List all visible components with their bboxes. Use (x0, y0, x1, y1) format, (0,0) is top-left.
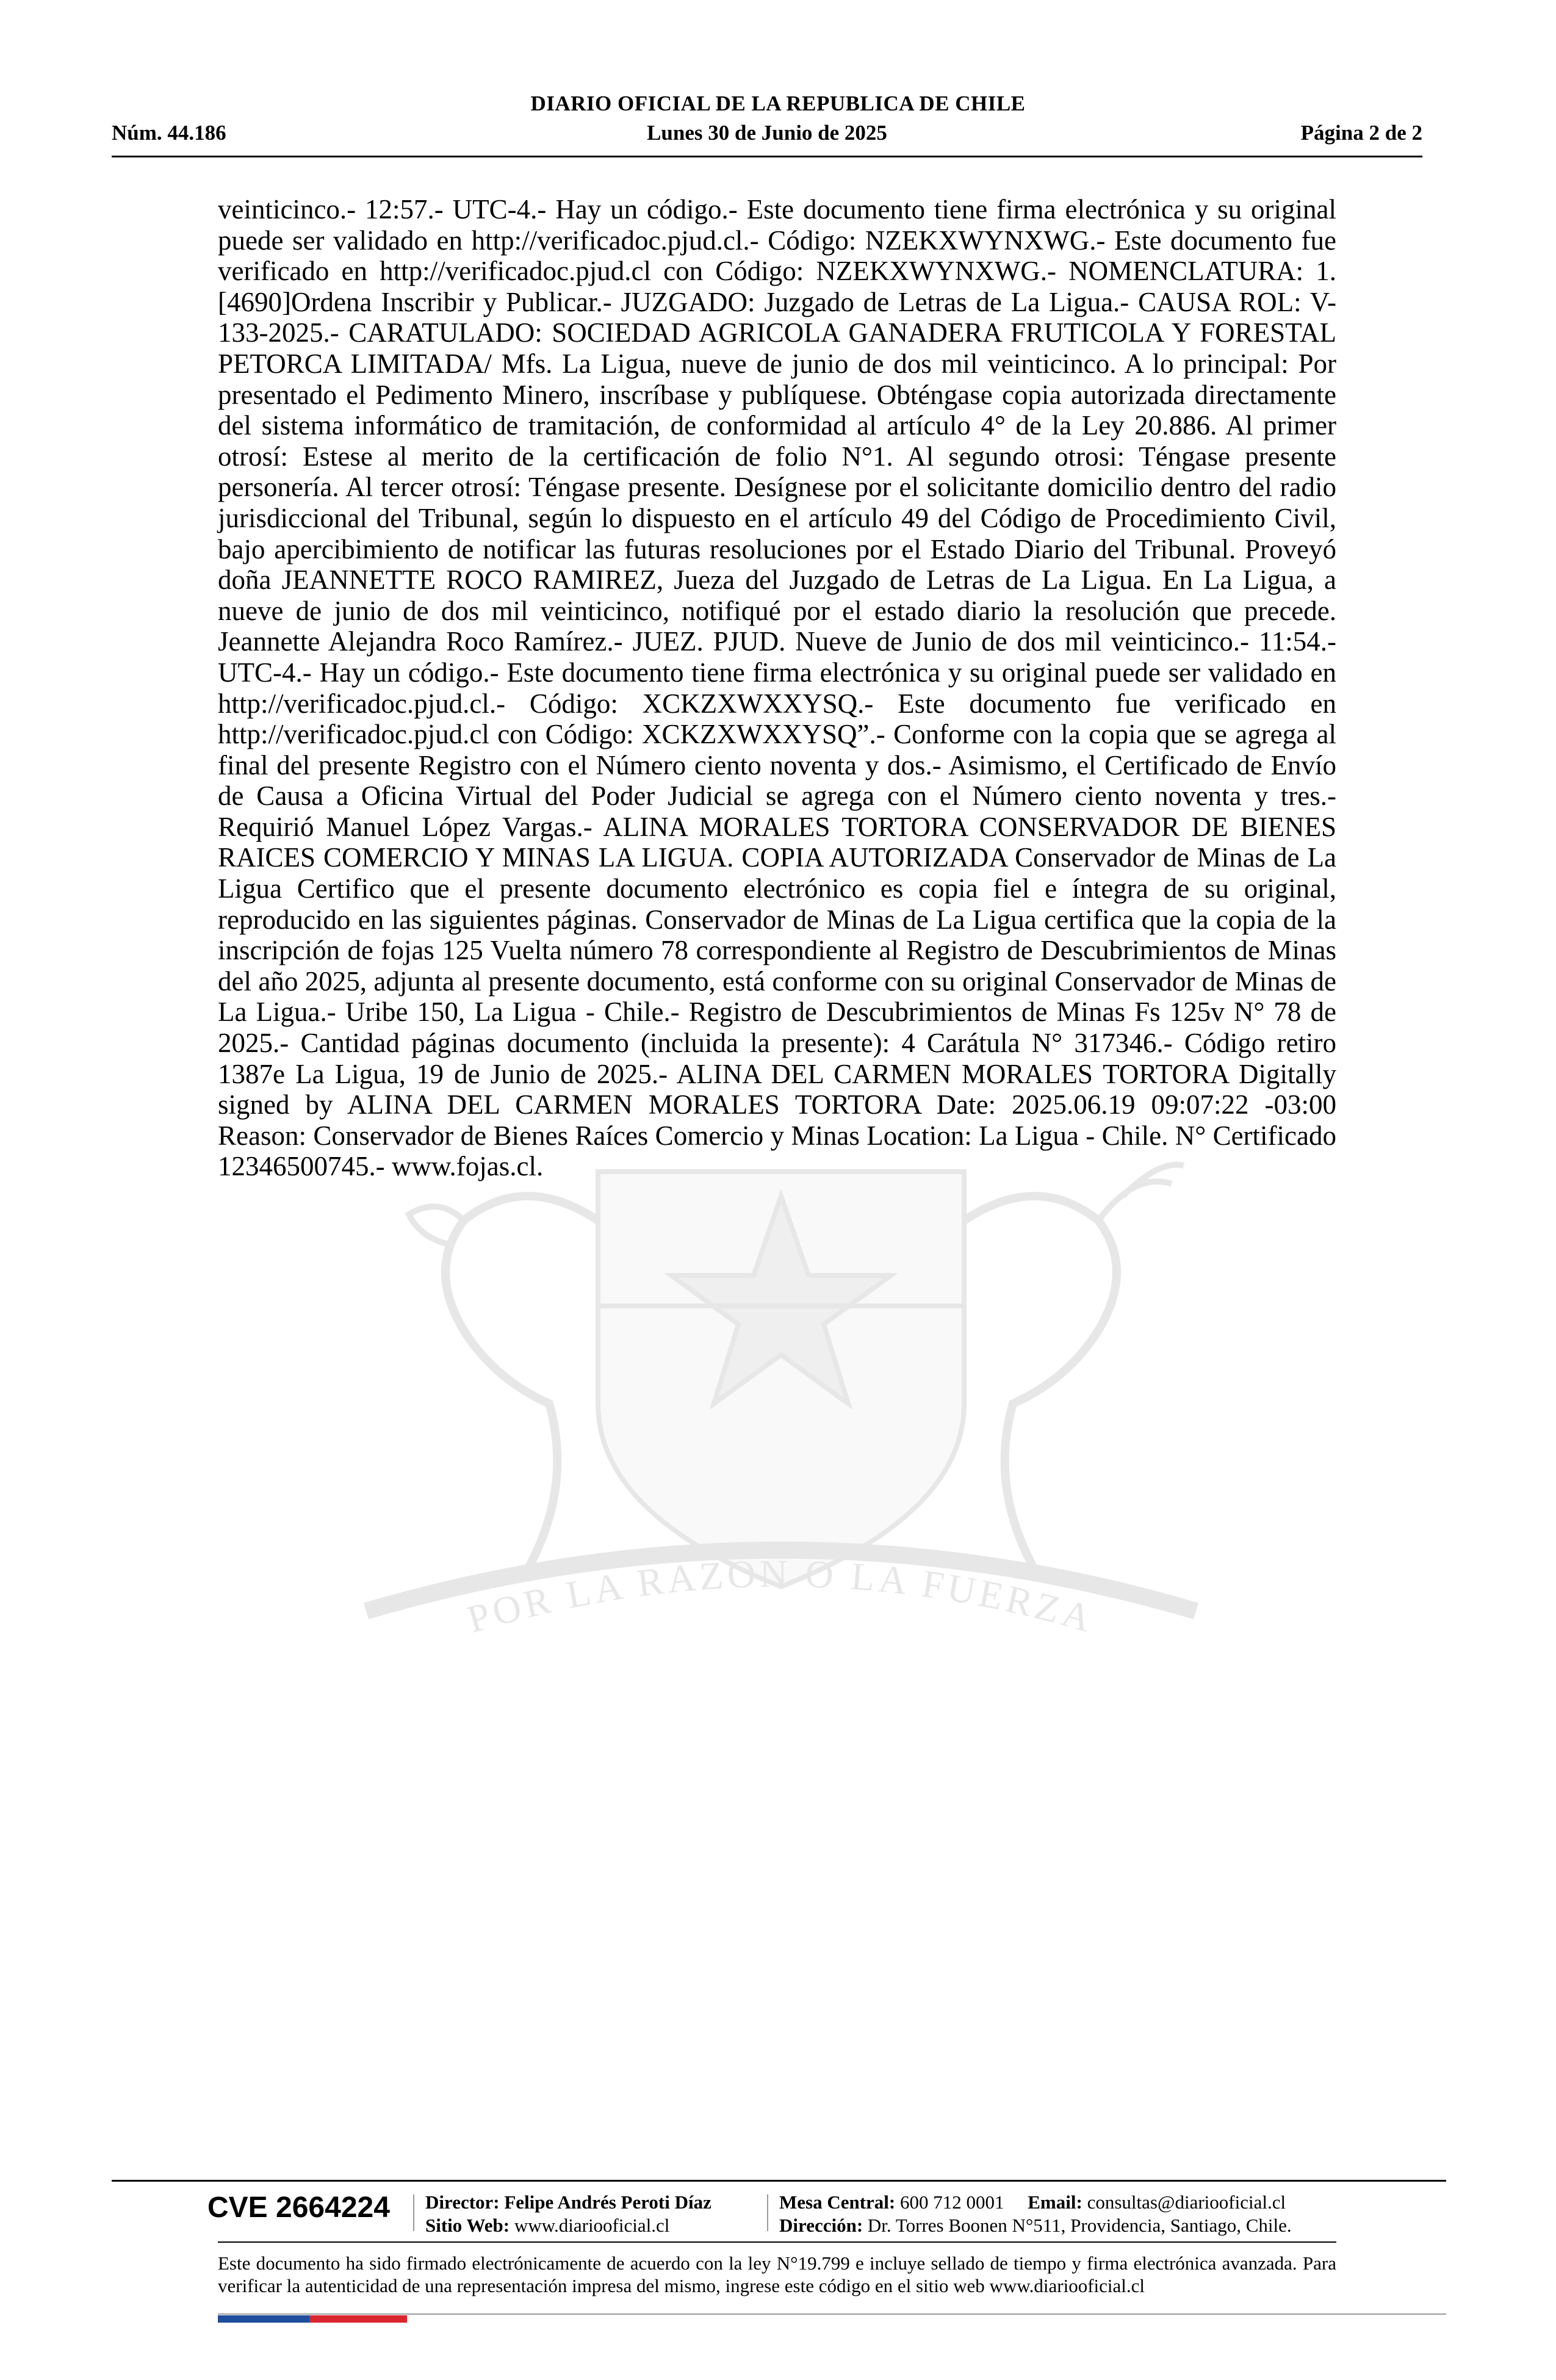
footer-top-divider (112, 2180, 1446, 2182)
page-indicator: Página 2 de 2 (1300, 121, 1422, 145)
email-link[interactable]: consultas@diariooficial.cl (1087, 2191, 1286, 2213)
footer-separator (767, 2194, 768, 2231)
footer-bottom-divider (218, 2313, 1446, 2315)
email-label: Email: (1028, 2191, 1082, 2213)
footer-contact-block (779, 2191, 1292, 2237)
coat-of-arms-motto: POR LA RAZON O LA FUERZA (462, 1551, 1100, 1642)
phone-number: 600 712 0001 (900, 2191, 1004, 2213)
footer-director-block (425, 2191, 711, 2237)
header-divider (112, 156, 1422, 157)
phone-label: Mesa Central: (779, 2191, 896, 2213)
issue-date: Lunes 30 de Junio de 2025 (647, 121, 887, 145)
publication-title: DIARIO OFICIAL DE LA REPUBLICA DE CHILE (530, 92, 1026, 115)
website-line (425, 2214, 711, 2237)
website-label: Sitio Web: (425, 2215, 510, 2236)
flag-stripe-red (309, 2315, 407, 2323)
header-row (112, 121, 1422, 149)
flag-stripe-blue (218, 2315, 309, 2323)
address-text: Dr. Torres Boonen N°511, Providencia, Santiago, Chile. (867, 2215, 1292, 2236)
footer-separator (413, 2194, 414, 2231)
verification-note: Este documento ha sido firmado electrónicamente de acuerdo con la ley N°19.799 e incluye sellado de tiempo y firma electrónica avanzada. Para verificar la autenticidad de una representación impresa del mismo, ingrese este código en el sitio web www.diariooficial.cl (218, 2252, 1336, 2296)
director-name: Felipe Andrés Peroti Díaz (504, 2191, 711, 2213)
issue-number: Núm. 44.186 (112, 121, 226, 145)
address-label: Dirección: (779, 2215, 863, 2236)
director-label: Director: (425, 2191, 500, 2213)
contact-line (779, 2191, 1292, 2214)
website-link[interactable]: www.diariooficial.cl (514, 2215, 670, 2236)
address-line (779, 2214, 1292, 2237)
footer-middle-divider (218, 2241, 1336, 2243)
cve-code: CVE 2664224 (207, 2191, 390, 2224)
publication-body-text: veinticinco.- 12:57.- UTC-4.- Hay un código.- Este documento tiene firma electrónica y su original puede ser validado en http://verificadoc.pjud.cl.- Código: NZEKXWYNXWG.- Este documento fue verificado en http://verificadoc.pjud.cl con Código: NZEKXWYNXWG.- NOMENCLATURA: 1. [4690]Ordena Inscribir y Publicar.- JUZGADO: Juzgado de Letras de La Ligua.- CAUSA ROL: V-133-2025.- CARATULADO: SOCIEDAD AGRICOLA GANADERA FRUTICOLA Y FORESTAL PETORCA LIMITADA/ Mfs. La Ligua, nueve de junio de dos mil veinticinco. A lo principal: Por presentado el Pedimento Minero, inscríbase y publíquese. Obténgase copia autorizada directamente del sistema informático de tramitación, de conformidad al artículo 4° de la Ley 20.886. Al primer otrosí: Estese al merito de la certificación de folio N°1. Al segundo otrosi: Téngase presente personería. Al tercer otrosí: Téngase presente. Desígnese por el solicitante domicilio dentro del radio jurisdiccional del Tribunal, según lo dispuesto en el artículo 49 del Código de Procedimiento Civil, bajo apercibimiento de notificar las futuras resoluciones por el Estado Diario del Tribunal. Proveyó doña JEANNETTE ROCO RAMIREZ, Jueza del Juzgado de Letras de La Ligua. En La Ligua, a nueve de junio de dos mil veinticinco, notifiqué por el estado diario la resolución que precede. Jeannette Alejandra Roco Ramírez.- JUEZ. PJUD. Nueve de Junio de dos mil veinticinco.- 11:54.- UTC-4.- Hay un código.- Este documento tiene firma electrónica y su original puede ser validado en http://verificadoc.pjud.cl.- Código: XCKZXWXXYSQ.- Este documento fue verificado en http://verificadoc.pjud.cl con Código: XCKZXWXXYSQ”.- Conforme con la copia que se agrega al final del presente Registro con el Número ciento noventa y dos.- Asimismo, el Certificado de Envío de Causa a Oficina Virtual del Poder Judicial se agrega con el Número ciento noventa y tres.- Requirió Manuel López Vargas.- ALINA MORALES TORTORA CONSERVADOR DE BIENES RAICES COMERCIO Y MINAS LA LIGUA. COPIA AUTORIZADA Conservador de Minas de La Ligua Certifico que el presente documento electrónico es copia fiel e íntegra de su original, reproducido en las siguientes páginas. Conservador de Minas de La Ligua certifica que la copia de la inscripción de fojas 125 Vuelta número 78 correspondiente al Registro de Descubrimientos de Minas del año 2025, adjunta al presente documento, está conforme con su original Conservador de Minas de La Ligua.- Uribe 150, La Ligua - Chile.- Registro de Descubrimientos de Minas Fs 125v N° 78 de 2025.- Cantidad páginas documento (incluida la presente): 4 Carátula N° 317346.- Código retiro 1387e La Ligua, 19 de Junio de 2025.- ALINA DEL CARMEN MORALES TORTORA Digitally signed by ALINA DEL CARMEN MORALES TORTORA Date: 2025.06.19 09:07:22 -03:00 Reason: Conservador de Bienes Raíces Comercio y Minas Location: La Ligua - Chile. N° Certificado 12346500745.- www.fojas.cl. (218, 194, 1336, 1182)
director-line (425, 2191, 711, 2214)
coat-of-arms-watermark (207, 1147, 1355, 1672)
